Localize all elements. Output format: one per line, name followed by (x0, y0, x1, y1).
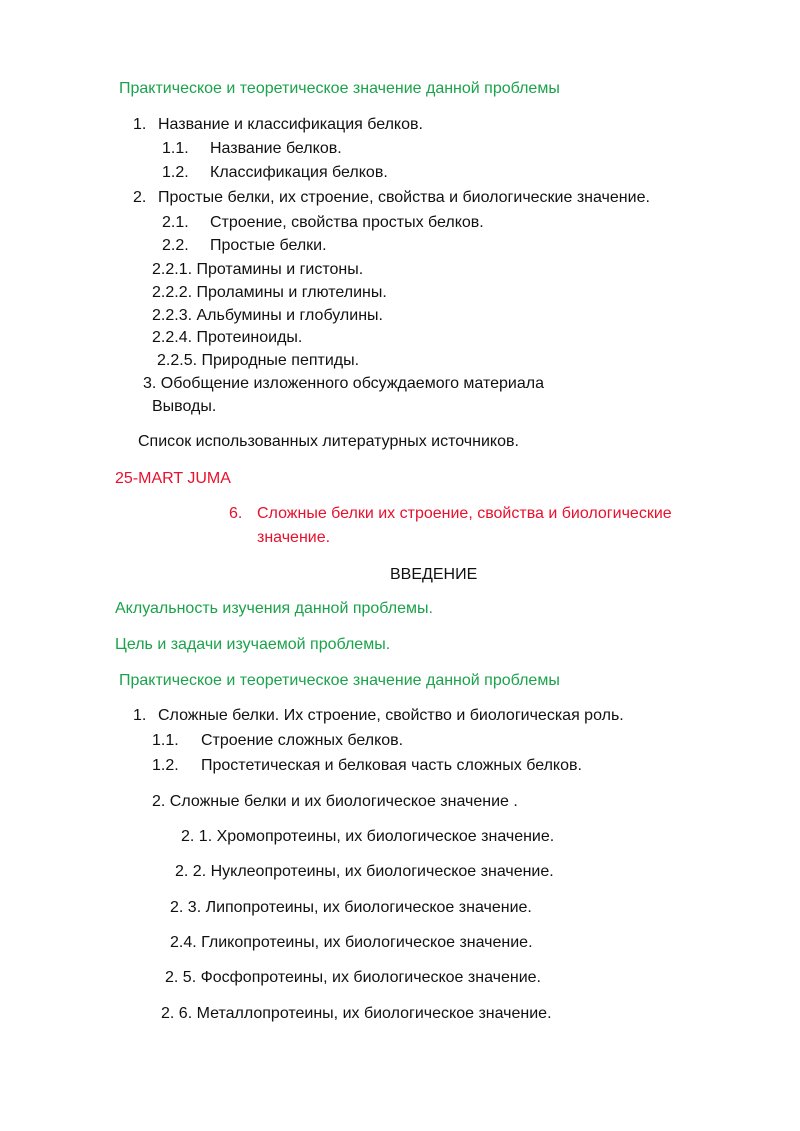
goals-heading: Цель и задачи изучаемой проблемы. (115, 636, 391, 653)
list-number: 1.2. (152, 757, 179, 774)
list-text: Строение сложных белков. (201, 732, 404, 749)
date-label: 25-MART JUMA (115, 470, 231, 487)
section1-heading: Практическое и теоретическое значение данной проблемы (119, 80, 560, 97)
list-number: 1.1. (152, 732, 179, 749)
list-text: Классификация белков. (210, 164, 388, 181)
topic-line-1 (229, 504, 672, 524)
list-number: 2.2. (162, 237, 189, 254)
list-item-2-1 (162, 213, 484, 233)
list-number: 1. (133, 707, 147, 724)
list-item-2-1: 2. 1. Хромопротеины, их биологическое значение. (181, 828, 555, 845)
list-text: Сложные белки. Их строение, свойство и биологическая роль. (158, 707, 624, 724)
list-item-2-4: 2.4. Гликопротеины, их биологическое значение. (170, 934, 533, 951)
list-text: Простые белки, их строение, свойства и биологические значение. (158, 189, 650, 206)
list-number: 2.1. (162, 214, 189, 231)
list-item-2-5: 2. 5. Фосфопротеины, их биологическое значение. (165, 969, 541, 986)
list-item-2: 2. Сложные белки и их биологическое значение . (152, 793, 518, 810)
list-text: Название и классификация белков. (158, 116, 423, 133)
list-item-2-3: 2. 3. Липопротеины, их биологическое значение. (170, 899, 532, 916)
references: Список использованных литературных источников. (138, 433, 519, 450)
list-number: 1.1. (162, 140, 189, 157)
list-number: 2. (133, 189, 147, 206)
relevance-heading: Аклуальность изучения данной проблемы. (115, 600, 433, 617)
list-item-1-2 (162, 163, 388, 183)
topic-line-2: значение. (257, 529, 331, 546)
list-text: Простые белки. (210, 237, 327, 254)
list-item-3: 3. Обобщение изложенного обсуждаемого материала (143, 375, 544, 392)
list-number: 1. (133, 116, 147, 133)
topic-text: Сложные белки их строение, свойства и биологические (257, 505, 672, 522)
list-number: 1.2. (162, 164, 189, 181)
list-item-2-2-4: 2.2.4. Протеиноиды. (152, 329, 303, 346)
list-item-1 (133, 706, 624, 726)
conclusions: Выводы. (152, 398, 217, 415)
list-item-1-1 (162, 139, 342, 159)
list-item-2-2-3: 2.2.3. Альбумины и глобулины. (152, 307, 383, 324)
section2-heading: Практическое и теоретическое значение данной проблемы (119, 672, 560, 689)
list-item-2-2-2: 2.2.2. Проламины и глютелины. (152, 284, 387, 301)
list-item-2-2: 2. 2. Нуклеопротеины, их биологическое значение. (175, 863, 554, 880)
list-text: Название белков. (210, 140, 342, 157)
list-text: Строение, свойства простых белков. (210, 214, 484, 231)
intro-heading: ВВЕДЕНИЕ (390, 566, 478, 583)
topic-number: 6. (229, 505, 243, 522)
list-text: Простетическая и белковая часть сложных белков. (201, 757, 582, 774)
list-item-2-2 (162, 236, 327, 256)
list-item-2-2-5: 2.2.5. Природные пептиды. (157, 352, 360, 369)
list-item-2-6: 2. 6. Металлопротеины, их биологическое значение. (161, 1005, 552, 1022)
list-item-2-2-1: 2.2.1. Протамины и гистоны. (152, 261, 364, 278)
list-item-2 (133, 188, 650, 208)
list-item-1-1 (152, 731, 403, 751)
list-item-1 (133, 115, 423, 135)
list-item-1-2 (152, 756, 582, 776)
